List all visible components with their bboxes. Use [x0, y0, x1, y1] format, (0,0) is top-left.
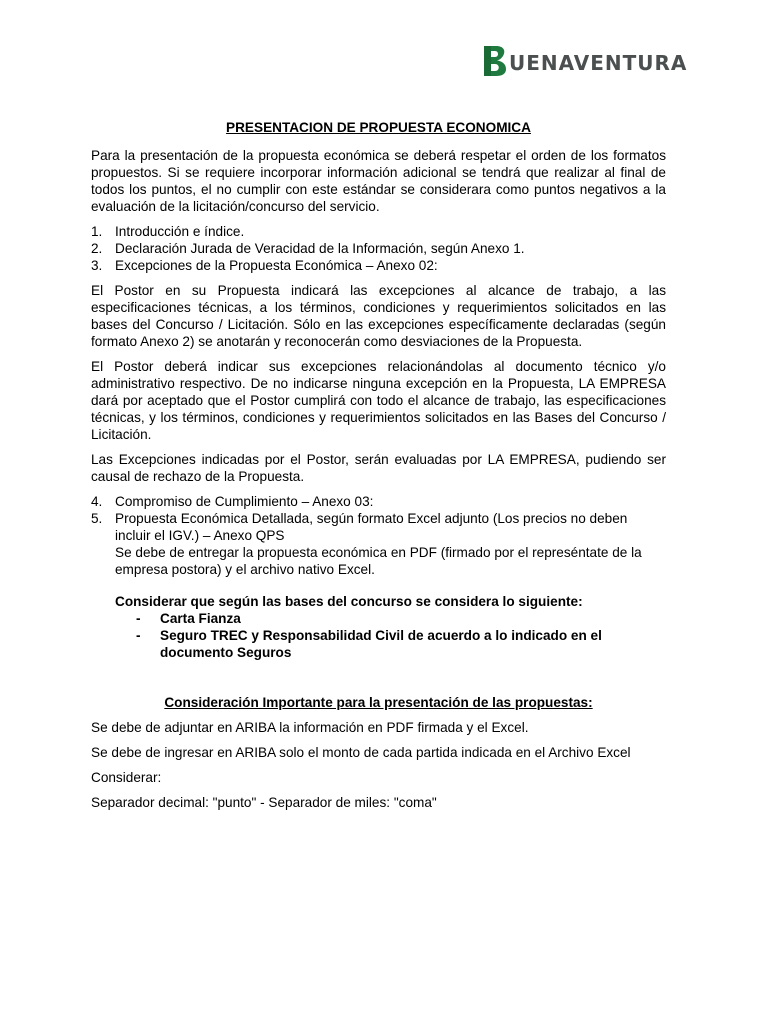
dash-bullet: - — [136, 628, 141, 643]
ariba-pdf-line: Se debe de adjuntar en ARIBA la información en PDF firmada y el Excel. — [91, 720, 529, 735]
consider-list — [136, 610, 666, 661]
list-number: 1. — [91, 224, 103, 239]
intro-paragraph: Para la presentación de la propuesta económica se deberá respetar el orden de los formatos propuestos. Si se requiere incorporar información adicional se tendrá que realizar al final de todos los puntos, el no cumplir con este estándar se considerara como puntos negativos a la evaluación de la licitación/concurso del servicio. — [91, 148, 666, 214]
list-item — [91, 240, 666, 257]
list-item — [91, 257, 666, 274]
list-number: 4. — [91, 494, 103, 509]
pdf-delivery-note: Se debe de entregar la propuesta económica en PDF (firmado por el represéntate de la empresa postora) y el archivo nativo Excel. — [115, 545, 642, 577]
list-text: Compromiso de Cumplimiento – Anexo 03: — [115, 494, 374, 509]
list-text: Excepciones de la Propuesta Económica – Anexo 02: — [115, 258, 438, 273]
list-number: 2. — [91, 241, 103, 256]
numbered-list-1 — [91, 223, 666, 274]
exceptions-paragraph-1: El Postor en su Propuesta indicará las excepciones al alcance de trabajo, a las especificaciones técnicas, a los términos, condiciones y requerimientos solicitados en las bases del Concurso / Licitación. Sólo en las excepciones específicamente declaradas (según formato Anexo 2) se anotarán y reconocerán como desviaciones de la Propuesta. — [91, 283, 666, 349]
exceptions-paragraph-3: Las Excepciones indicadas por el Postor, serán evaluadas por LA EMPRESA, pudiendo ser causal de rechazo de la Propuesta. — [91, 452, 666, 484]
list-text: Declaración Jurada de Veracidad de la Información, según Anexo 1. — [115, 241, 525, 256]
consider-item — [136, 627, 666, 661]
numbered-list-2 — [91, 493, 666, 578]
list-number: 3. — [91, 258, 103, 273]
document-body — [91, 119, 666, 819]
list-number: 5. — [91, 511, 103, 526]
separator-line: Separador decimal: "punto" - Separador de miles: "coma" — [91, 795, 437, 810]
list-item — [91, 510, 666, 544]
consider-item-text: Seguro TREC y Responsabilidad Civil de acuerdo a lo indicado en el documento Seguros — [160, 628, 602, 660]
important-subtitle: Consideración Importante para la presentación de las propuestas: — [164, 695, 593, 710]
logo-text: UENAVENTURA — [509, 51, 688, 75]
company-logo — [482, 43, 687, 79]
consider-heading: Considerar que según las bases del concurso se considera lo siguiente: — [115, 594, 583, 609]
consider-item — [136, 610, 666, 627]
exceptions-paragraph-2: El Postor deberá indicar sus excepciones relacionándolas al documento técnico y/o administrativo respectivo. De no indicarse ninguna excepción en la Propuesta, LA EMPRESA dará por aceptado que el Postor cumplirá con todo el alcance de trabajo, las especificaciones técnicas, y los términos, condiciones y requerimientos solicitados en las Bases del Concurso / Licitación. — [91, 359, 666, 442]
list-text: Propuesta Económica Detallada, según formato Excel adjunto (Los precios no deben incluir el IGV.) – Anexo QPS — [115, 511, 628, 543]
ariba-amount-line: Se debe de ingresar en ARIBA solo el monto de cada partida indicada en el Archivo Excel — [91, 745, 631, 760]
consider-label: Considerar: — [91, 770, 162, 785]
list-item — [91, 544, 666, 578]
consider-item-text: Carta Fianza — [160, 611, 241, 626]
buenaventura-b-logo-icon — [482, 45, 508, 77]
list-item — [91, 493, 666, 510]
document-title: PRESENTACION DE PROPUESTA ECONOMICA — [226, 120, 531, 135]
list-item — [91, 223, 666, 240]
dash-bullet: - — [136, 611, 141, 626]
list-text: Introducción e índice. — [115, 224, 245, 239]
